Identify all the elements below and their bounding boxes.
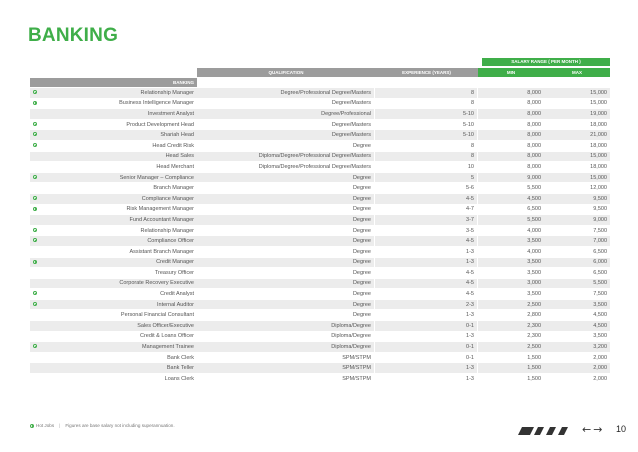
role-title: Head Credit Risk bbox=[152, 142, 194, 149]
salary-table bbox=[30, 67, 610, 385]
hot-job-dot-icon bbox=[33, 207, 37, 211]
max-salary-cell: 7,500 bbox=[593, 291, 607, 298]
qualification-cell: Degree/Masters bbox=[197, 120, 375, 130]
qualification-cell: Degree bbox=[197, 279, 375, 289]
max-salary-cell: 18,000 bbox=[590, 121, 607, 128]
experience-cell: 0-1 bbox=[375, 321, 478, 331]
role-cell bbox=[30, 162, 197, 172]
header-banking: BANKING bbox=[30, 78, 197, 87]
table-row bbox=[30, 310, 610, 320]
min-salary-cell: 8,000 bbox=[527, 163, 541, 170]
experience-cell: 1-3 bbox=[375, 258, 478, 268]
role-cell bbox=[30, 226, 197, 236]
hot-job-dot-icon bbox=[33, 175, 37, 179]
qualification-cell: SPM/STPM bbox=[197, 374, 375, 384]
min-salary-cell: 8,000 bbox=[478, 109, 544, 119]
table-row bbox=[30, 215, 610, 225]
role-title: Bank Clerk bbox=[167, 354, 194, 361]
table-row bbox=[30, 194, 610, 204]
role-cell bbox=[30, 109, 197, 119]
max-salary-cell: 18,000 bbox=[590, 163, 607, 170]
max-salary-cell: 3,500 bbox=[593, 333, 607, 340]
role-cell bbox=[30, 258, 197, 268]
role-title: Personal Financial Consultant bbox=[120, 312, 194, 319]
role-cell bbox=[30, 194, 197, 204]
role-cell bbox=[30, 130, 197, 140]
table-row bbox=[30, 332, 610, 342]
hot-job-dot-icon bbox=[33, 291, 37, 295]
experience-cell: 4-5 bbox=[375, 194, 478, 204]
max-salary-cell: 2,000 bbox=[544, 363, 610, 373]
qualification-cell: Degree/Professional Degree/Masters bbox=[197, 88, 375, 98]
experience-cell: 8 bbox=[375, 88, 478, 98]
min-salary-cell: 3,500 bbox=[527, 291, 541, 298]
hot-job-dot-icon bbox=[33, 302, 37, 306]
max-salary-cell: 15,000 bbox=[544, 173, 610, 183]
min-salary-cell: 4,000 bbox=[527, 227, 541, 234]
min-salary-cell: 5,500 bbox=[478, 215, 544, 225]
table-row bbox=[30, 247, 610, 257]
qualification-cell: Degree bbox=[197, 226, 375, 236]
max-salary-cell: 21,000 bbox=[544, 130, 610, 140]
qualification-cell: SPM/STPM bbox=[197, 363, 375, 373]
hot-job-dot-icon bbox=[33, 228, 37, 232]
experience-cell: 1-3 bbox=[375, 247, 478, 257]
min-salary-cell: 2,800 bbox=[527, 312, 541, 319]
role-cell bbox=[30, 247, 197, 257]
experience-cell: 3-7 bbox=[375, 215, 478, 225]
min-salary-cell: 1,500 bbox=[478, 363, 544, 373]
min-salary-cell: 8,000 bbox=[527, 121, 541, 128]
role-cell bbox=[30, 88, 197, 98]
table-row bbox=[30, 99, 610, 109]
table-row bbox=[30, 141, 610, 151]
table-row bbox=[30, 109, 610, 119]
role-title: Senior Manager – Compliance bbox=[119, 174, 194, 181]
min-salary-cell: 3,500 bbox=[478, 258, 544, 268]
qualification-cell: Degree bbox=[197, 310, 375, 320]
header-blank bbox=[375, 78, 478, 87]
role-title: Assistant Branch Manager bbox=[129, 248, 194, 255]
qualification-cell: Diploma/Degree/Professional Degree/Masters bbox=[197, 162, 375, 172]
qualification-cell: Degree bbox=[197, 247, 375, 257]
qualification-cell: Degree/Masters bbox=[197, 99, 375, 109]
min-salary-cell: 4,500 bbox=[478, 194, 544, 204]
hot-job-dot-icon bbox=[33, 122, 37, 126]
table-row bbox=[30, 279, 610, 289]
role-cell bbox=[30, 342, 197, 352]
max-salary-cell: 15,000 bbox=[544, 152, 610, 162]
role-title: Head Sales bbox=[165, 153, 194, 160]
experience-cell: 4-5 bbox=[375, 236, 478, 246]
min-salary-cell: 3,000 bbox=[478, 279, 544, 289]
role-cell bbox=[30, 173, 197, 183]
min-salary-cell: 1,500 bbox=[527, 354, 541, 361]
role-title: Credit Analyst bbox=[160, 291, 194, 298]
header-blank bbox=[197, 78, 375, 87]
role-cell bbox=[30, 152, 197, 162]
experience-cell: 1-3 bbox=[375, 332, 478, 342]
qualification-cell: Degree bbox=[197, 215, 375, 225]
role-cell bbox=[30, 321, 197, 331]
qualification-cell: Degree bbox=[197, 289, 375, 299]
table-row bbox=[30, 321, 610, 331]
experience-cell: 5-10 bbox=[375, 130, 478, 140]
min-salary-cell: 3,500 bbox=[527, 269, 541, 276]
experience-cell: 8 bbox=[375, 152, 478, 162]
role-title: Corporate Recovery Executive bbox=[119, 280, 194, 287]
role-cell bbox=[30, 289, 197, 299]
min-salary-cell: 3,500 bbox=[478, 236, 544, 246]
table-row bbox=[30, 152, 610, 162]
role-cell bbox=[30, 205, 197, 215]
table-row bbox=[30, 226, 610, 236]
role-title: Compliance Manager bbox=[141, 195, 194, 202]
table-row bbox=[30, 353, 610, 363]
experience-cell: 0-1 bbox=[375, 342, 478, 352]
experience-cell: 3-5 bbox=[375, 226, 478, 236]
experience-cell: 4-5 bbox=[375, 268, 478, 278]
role-title: Compliance Officer bbox=[147, 238, 194, 245]
max-salary-cell: 15,000 bbox=[590, 100, 607, 107]
hot-job-dot-icon bbox=[33, 344, 37, 348]
min-salary-cell: 2,500 bbox=[478, 342, 544, 352]
max-salary-cell: 6,500 bbox=[593, 248, 607, 255]
qualification-cell: Degree bbox=[197, 194, 375, 204]
qualification-cell: Degree bbox=[197, 141, 375, 151]
min-salary-cell: 2,300 bbox=[527, 333, 541, 340]
banking-header-row bbox=[30, 78, 610, 87]
role-title: Investment Analyst bbox=[147, 110, 194, 117]
qualification-cell: Diploma/Degree/Professional Degree/Masters bbox=[197, 152, 375, 162]
max-salary-cell: 4,500 bbox=[593, 312, 607, 319]
experience-cell: 10 bbox=[375, 162, 478, 172]
role-title: Internal Auditor bbox=[157, 301, 194, 308]
qualification-cell: Degree/Masters bbox=[197, 130, 375, 140]
role-title: Relationship Manager bbox=[140, 89, 194, 96]
max-salary-cell: 15,000 bbox=[544, 88, 610, 98]
table-row bbox=[30, 342, 610, 352]
arrow-right-icon[interactable]: → bbox=[593, 423, 603, 436]
role-cell bbox=[30, 99, 197, 109]
footer-legend bbox=[30, 423, 175, 428]
role-cell bbox=[30, 363, 197, 373]
qualification-cell: SPM/STPM bbox=[197, 353, 375, 363]
experience-cell: 8 bbox=[375, 99, 478, 109]
hot-job-dot-icon bbox=[33, 260, 37, 264]
hot-job-dot-icon bbox=[33, 90, 37, 94]
role-title: Branch Manager bbox=[153, 185, 194, 192]
experience-cell: 1-3 bbox=[375, 374, 478, 384]
max-salary-cell: 3,200 bbox=[544, 342, 610, 352]
hot-job-dot-icon bbox=[33, 238, 37, 242]
experience-cell: 1-3 bbox=[375, 363, 478, 373]
min-salary-cell: 4,000 bbox=[527, 248, 541, 255]
role-cell bbox=[30, 332, 197, 342]
min-salary-cell: 1,500 bbox=[527, 375, 541, 382]
role-title: Credit & Loans Officer bbox=[139, 333, 194, 340]
role-title: Treasury Officer bbox=[154, 269, 194, 276]
role-cell bbox=[30, 300, 197, 310]
role-cell bbox=[30, 141, 197, 151]
table-row bbox=[30, 88, 610, 98]
table-row bbox=[30, 374, 610, 384]
role-title: Management Trainee bbox=[142, 344, 194, 351]
max-salary-cell: 5,500 bbox=[544, 279, 610, 289]
max-salary-cell: 19,000 bbox=[544, 109, 610, 119]
table-row bbox=[30, 300, 610, 310]
experience-cell: 1-3 bbox=[375, 310, 478, 320]
role-cell bbox=[30, 374, 197, 384]
qualification-cell: Degree bbox=[197, 258, 375, 268]
experience-cell: 4-5 bbox=[375, 289, 478, 299]
max-salary-cell: 7,500 bbox=[593, 227, 607, 234]
table-row bbox=[30, 236, 610, 246]
role-cell bbox=[30, 215, 197, 225]
experience-cell: 5-10 bbox=[375, 120, 478, 130]
max-salary-cell: 6,000 bbox=[544, 258, 610, 268]
table-row bbox=[30, 162, 610, 172]
experience-cell: 5-10 bbox=[375, 109, 478, 119]
max-salary-cell: 12,000 bbox=[590, 185, 607, 192]
role-cell bbox=[30, 268, 197, 278]
qualification-cell: Degree bbox=[197, 205, 375, 215]
max-salary-cell: 7,000 bbox=[544, 236, 610, 246]
experience-cell: 4-7 bbox=[375, 205, 478, 215]
qualification-cell: Degree bbox=[197, 300, 375, 310]
table-row bbox=[30, 130, 610, 140]
max-salary-cell: 2,000 bbox=[593, 375, 607, 382]
experience-cell: 5-6 bbox=[375, 183, 478, 193]
table-row bbox=[30, 120, 610, 130]
min-salary-cell: 8,000 bbox=[478, 130, 544, 140]
header-experience: EXPERIENCE (YEARS) bbox=[375, 68, 478, 77]
table-row bbox=[30, 258, 610, 268]
max-salary-cell: 9,000 bbox=[544, 215, 610, 225]
header-spacer bbox=[30, 68, 197, 77]
header-max: MAX bbox=[544, 68, 610, 77]
min-salary-cell: 8,000 bbox=[527, 100, 541, 107]
qualification-cell: Diploma/Degree bbox=[197, 342, 375, 352]
max-salary-cell: 4,500 bbox=[544, 321, 610, 331]
page-navigation bbox=[582, 423, 604, 436]
hot-jobs-label: Hot Jobs bbox=[36, 423, 55, 428]
qualification-cell: Degree bbox=[197, 236, 375, 246]
qualification-cell: Degree bbox=[197, 268, 375, 278]
role-title: Head Merchant bbox=[156, 163, 194, 170]
max-salary-cell: 9,500 bbox=[593, 206, 607, 213]
role-cell bbox=[30, 183, 197, 193]
role-title: Credit Manager bbox=[156, 259, 194, 266]
hot-job-dot-icon bbox=[30, 424, 34, 428]
min-salary-cell: 8,000 bbox=[527, 142, 541, 149]
qualification-cell: Diploma/Degree bbox=[197, 321, 375, 331]
footer-note: Figures are base salary not including superannuation. bbox=[65, 423, 175, 428]
header-blank bbox=[544, 78, 610, 87]
role-cell bbox=[30, 236, 197, 246]
role-title: Loans Clerk bbox=[164, 375, 194, 382]
header-min: MIN bbox=[478, 68, 544, 77]
experience-cell: 4-5 bbox=[375, 279, 478, 289]
salary-range-band: SALARY RANGE ( PER MONTH ) bbox=[482, 58, 610, 66]
qualification-cell: Degree bbox=[197, 173, 375, 183]
max-salary-cell: 9,500 bbox=[544, 194, 610, 204]
table-row bbox=[30, 183, 610, 193]
role-title: Sales Officer/Executive bbox=[137, 322, 194, 329]
min-salary-cell: 2,500 bbox=[478, 300, 544, 310]
header-blank bbox=[478, 78, 544, 87]
table-row bbox=[30, 268, 610, 278]
min-salary-cell: 6,500 bbox=[527, 206, 541, 213]
role-title: Product Development Head bbox=[126, 121, 194, 128]
min-salary-cell: 5,500 bbox=[527, 185, 541, 192]
experience-cell: 5 bbox=[375, 173, 478, 183]
hot-job-dot-icon bbox=[33, 196, 37, 200]
hot-job-dot-icon bbox=[33, 132, 37, 136]
max-salary-cell: 3,500 bbox=[544, 300, 610, 310]
role-title: Relationship Manager bbox=[140, 227, 194, 234]
table-header-row bbox=[30, 68, 610, 77]
experience-cell: 0-1 bbox=[375, 353, 478, 363]
table-row bbox=[30, 173, 610, 183]
role-title: Business Intelligence Manager bbox=[119, 100, 194, 107]
role-title: Risk Management Manager bbox=[126, 206, 194, 213]
role-title: Shariah Head bbox=[160, 132, 194, 139]
min-salary-cell: 2,300 bbox=[478, 321, 544, 331]
table-row bbox=[30, 205, 610, 215]
max-salary-cell: 2,000 bbox=[593, 354, 607, 361]
qualification-cell: Diploma/Degree bbox=[197, 332, 375, 342]
salary-table-body bbox=[30, 88, 610, 384]
footer-divider: | bbox=[59, 423, 61, 428]
qualification-cell: Degree bbox=[197, 183, 375, 193]
min-salary-cell: 8,000 bbox=[478, 88, 544, 98]
experience-cell: 2-3 bbox=[375, 300, 478, 310]
role-title: Bank Teller bbox=[166, 365, 194, 372]
max-salary-cell: 6,500 bbox=[593, 269, 607, 276]
arrow-left-icon[interactable]: ← bbox=[582, 423, 592, 436]
table-row bbox=[30, 363, 610, 373]
hot-job-dot-icon bbox=[33, 101, 37, 105]
header-qualification: QUALIFICATION bbox=[197, 68, 375, 77]
min-salary-cell: 9,000 bbox=[478, 173, 544, 183]
role-cell bbox=[30, 353, 197, 363]
role-cell bbox=[30, 120, 197, 130]
table-row bbox=[30, 289, 610, 299]
role-title: Fund Accountant Manager bbox=[129, 216, 194, 223]
hot-job-dot-icon bbox=[33, 143, 37, 147]
experience-cell: 8 bbox=[375, 141, 478, 151]
min-salary-cell: 8,000 bbox=[478, 152, 544, 162]
role-cell bbox=[30, 310, 197, 320]
max-salary-cell: 18,000 bbox=[590, 142, 607, 149]
page-number: 10 bbox=[616, 424, 627, 434]
role-cell bbox=[30, 279, 197, 289]
page-title: BANKING bbox=[28, 25, 119, 46]
qualification-cell: Degree/Professional bbox=[197, 109, 375, 119]
